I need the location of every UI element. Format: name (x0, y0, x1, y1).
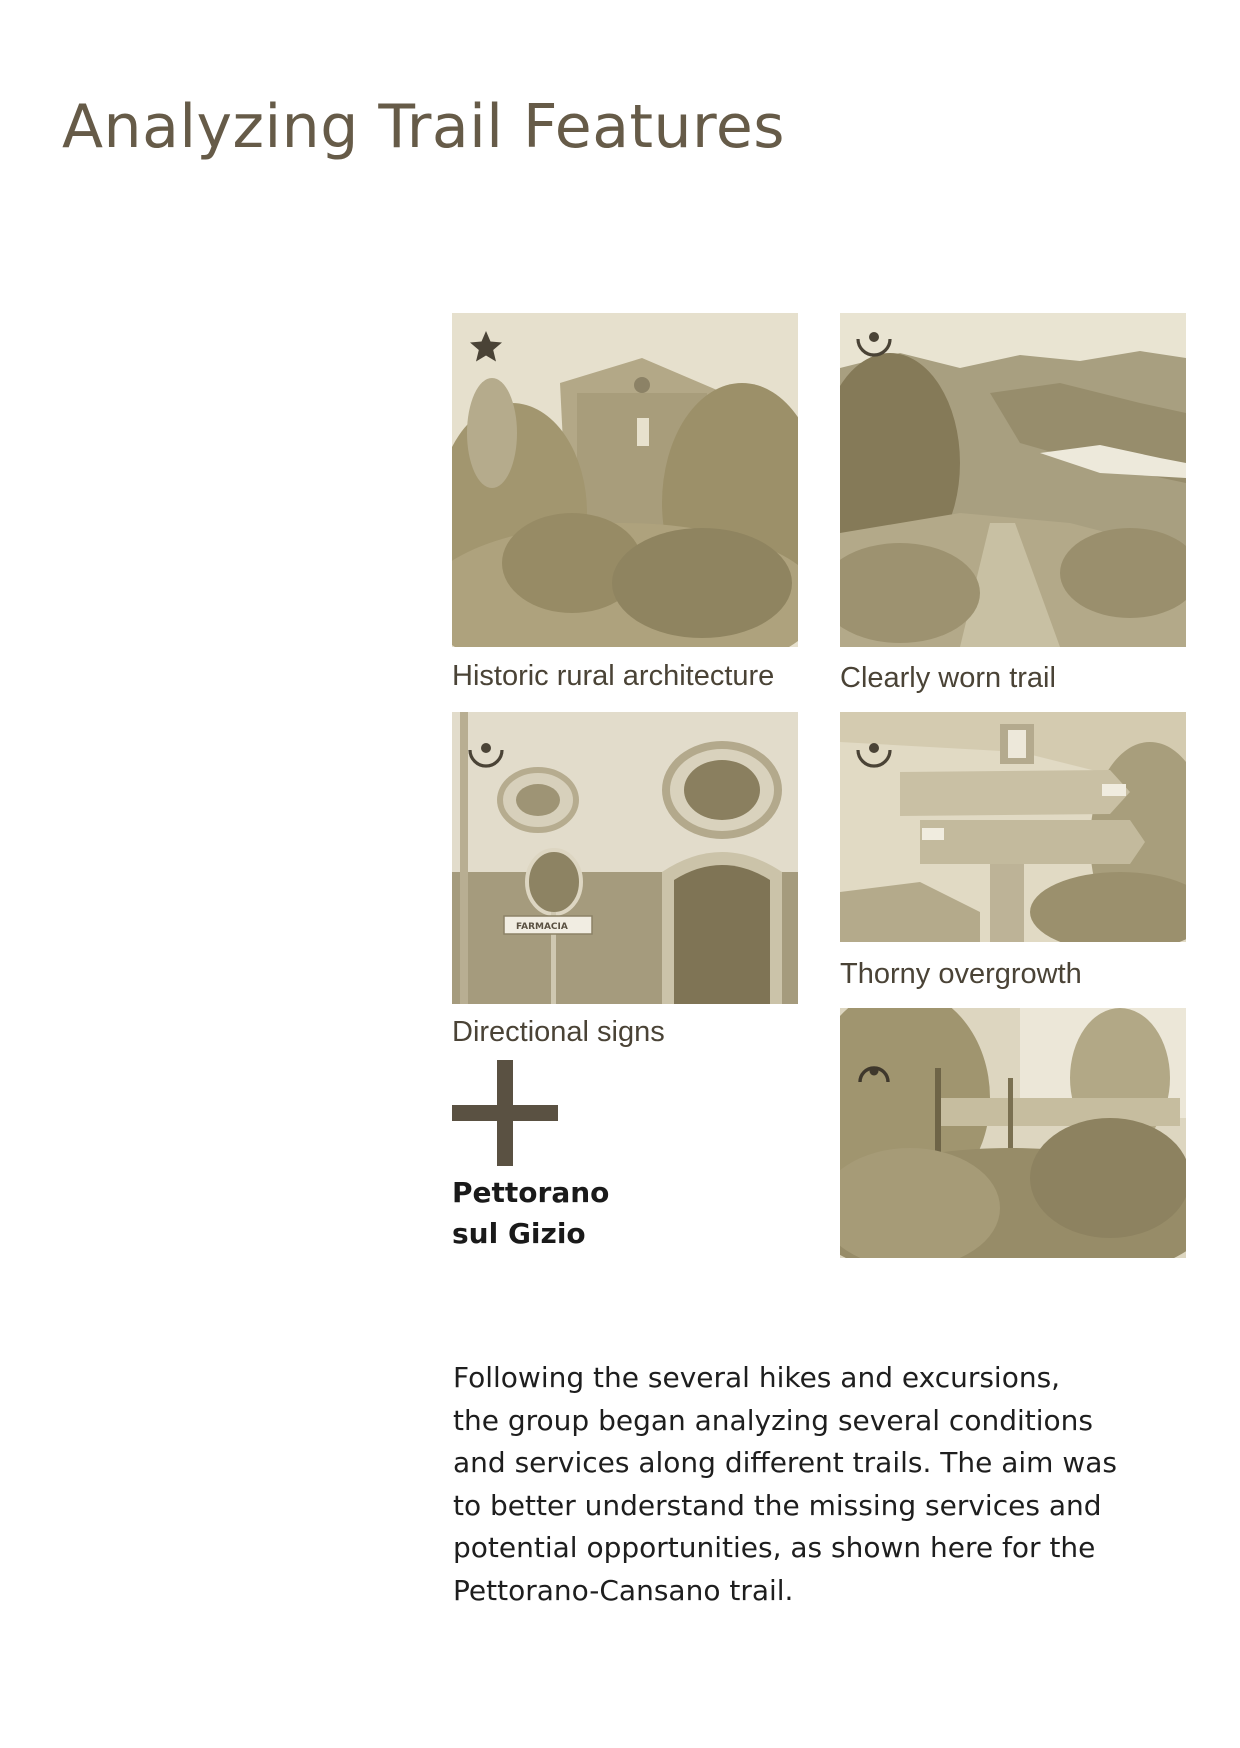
caption-thorny-overgrowth: Thorny overgrowth (840, 958, 1082, 990)
photo-directional-signs (452, 712, 798, 1004)
eye-icon (848, 732, 900, 784)
photo-thorny-overgrowth (840, 1008, 1186, 1258)
body-line: potential opportunities, as shown here for the (453, 1531, 1096, 1564)
star-icon (460, 321, 512, 373)
location-line-1: Pettorano (452, 1176, 610, 1209)
body-line: to better understand the missing services and (453, 1488, 1102, 1522)
caption-directional-signs: Directional signs (452, 1016, 665, 1048)
cross-icon (452, 1060, 558, 1166)
body-line: Pettorano-Cansano trail. (453, 1573, 794, 1607)
photo-signpost (840, 712, 1186, 942)
photo-worn-trail (840, 313, 1186, 647)
caption-historic-architecture: Historic rural architecture (452, 660, 775, 692)
body-line: the group began analyzing several conditions (453, 1403, 1093, 1437)
arch-icon (848, 1048, 900, 1100)
overgrowth-image (840, 1008, 1186, 1258)
location-line-2: sul Gizio (452, 1217, 586, 1250)
caption-worn-trail: Clearly worn trail (840, 662, 1056, 694)
farmacia-sign-text: FARMACIA (516, 922, 568, 932)
description-paragraph (453, 1357, 1173, 1612)
body-line: Following the several hikes and excursions, (453, 1361, 1061, 1394)
page-title: Analyzing Trail Features (62, 92, 786, 162)
eye-icon (848, 321, 900, 373)
location-name (452, 1172, 609, 1254)
photo-historic-architecture (452, 313, 798, 647)
eye-icon (460, 732, 512, 784)
body-line: and services along different trails. The aim was (453, 1446, 1118, 1479)
